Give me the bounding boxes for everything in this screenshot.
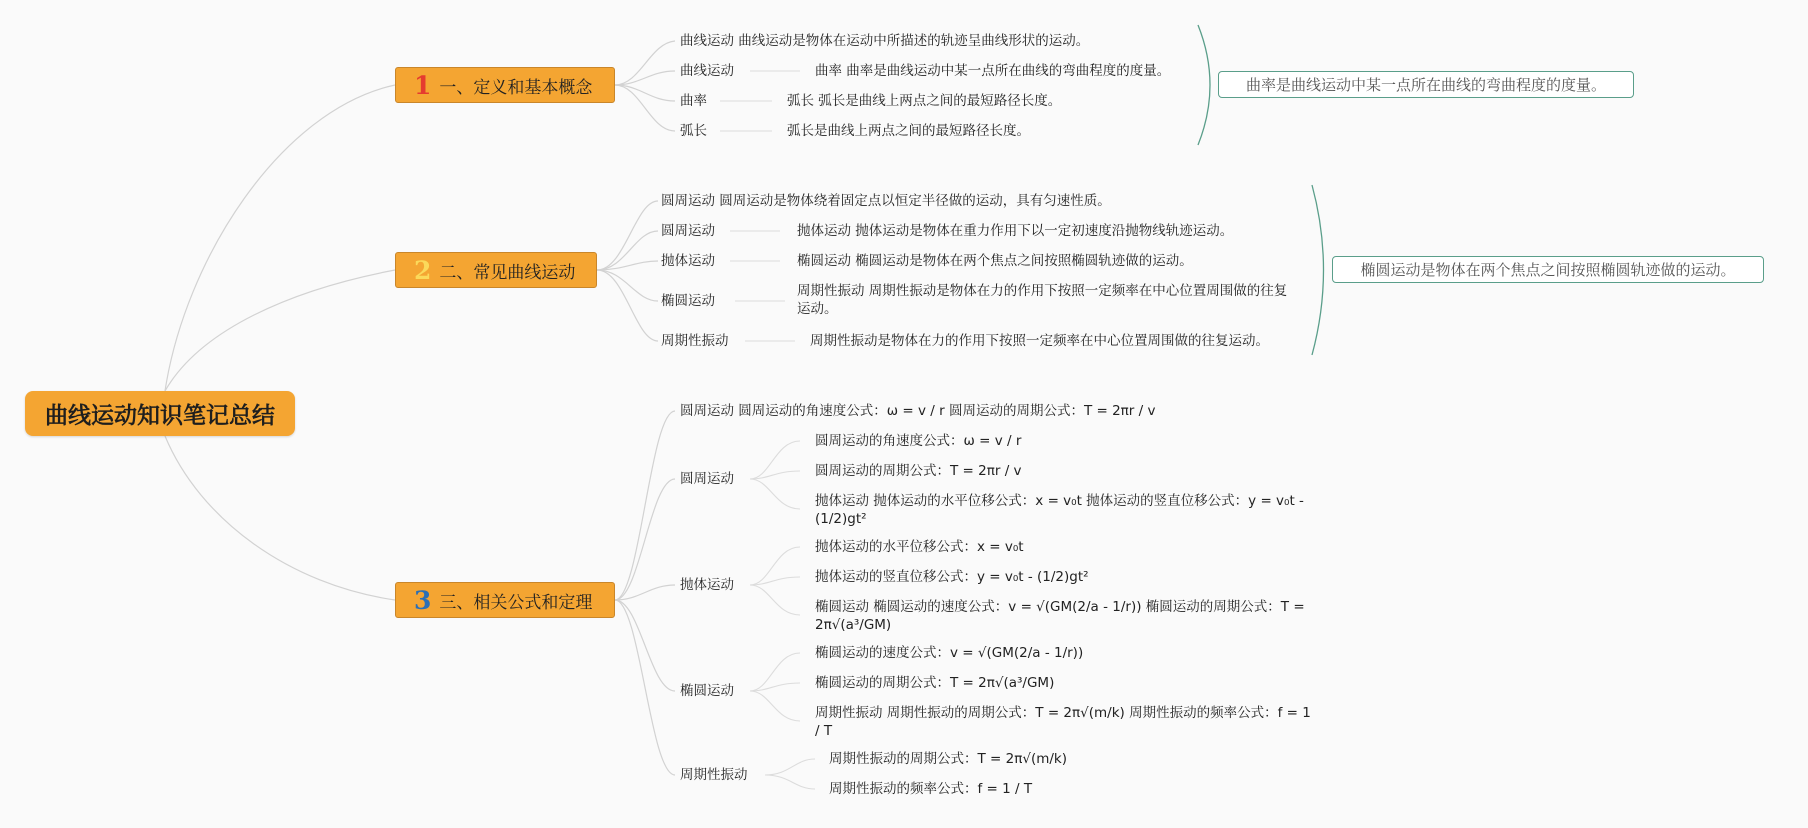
subtopic-item[interactable]: 抛体运动 抛体运动是物体在重力作用下以一定初速度沿抛物线轨迹运动。	[797, 223, 1234, 239]
formula-item[interactable]: 周期性振动的周期公式：T = 2π√(m/k)	[829, 751, 1068, 767]
summary-box[interactable]: 曲率是曲线运动中某一点所在曲线的弯曲程度的度量。	[1218, 71, 1634, 98]
topic-item[interactable]: 抛体运动	[661, 253, 715, 269]
formula-item[interactable]: 椭圆运动的周期公式：T = 2π√(a³/GM)	[815, 675, 1055, 691]
topic-item[interactable]: 圆周运动	[680, 471, 734, 487]
number-two-icon: 2	[414, 255, 432, 285]
topic-item[interactable]: 周期性振动	[661, 333, 729, 349]
formula-item[interactable]: 圆周运动的角速度公式：ω = v / r	[815, 433, 1022, 449]
summary-box[interactable]: 椭圆运动是物体在两个焦点之间按照椭圆轨迹做的运动。	[1332, 256, 1764, 283]
topic-item[interactable]: 曲线运动 曲线运动是物体在运动中所描述的轨迹呈曲线形状的运动。	[680, 33, 1090, 49]
branch-label: 一、定义和基本概念	[439, 77, 593, 98]
topic-item[interactable]: 椭圆运动	[661, 293, 715, 309]
root-topic[interactable]: 曲线运动知识笔记总结	[25, 391, 295, 436]
branch-formulas[interactable]	[395, 582, 615, 618]
topic-item[interactable]: 曲率	[680, 93, 707, 109]
formula-item[interactable]: 椭圆运动的速度公式：v = √(GM(2/a - 1/r))	[815, 645, 1084, 661]
subtopic-item[interactable]: 弧长是曲线上两点之间的最短路径长度。	[787, 123, 1030, 139]
formula-item[interactable]: 抛体运动的竖直位移公式：y = v₀t - (1/2)gt²	[815, 569, 1089, 585]
subtopic-item[interactable]: 弧长 弧长是曲线上两点之间的最短路径长度。	[787, 93, 1062, 109]
topic-item[interactable]: 圆周运动 圆周运动是物体绕着固定点以恒定半径做的运动，具有匀速性质。	[661, 193, 1111, 209]
topic-item[interactable]: 圆周运动	[661, 223, 715, 239]
branch-label: 二、常见曲线运动	[439, 262, 576, 283]
subtopic-item[interactable]: 曲率 曲率是曲线运动中某一点所在曲线的弯曲程度的度量。	[815, 63, 1171, 79]
branch-common-motions[interactable]	[395, 252, 597, 288]
topic-item[interactable]: 椭圆运动	[680, 683, 734, 699]
number-one-icon: 1	[414, 70, 432, 100]
formula-item[interactable]: 周期性振动 周期性振动的周期公式：T = 2π√(m/k) 周期性振动的频率公式：f = 1 / T	[815, 705, 1311, 739]
formula-item[interactable]: 周期性振动的频率公式：f = 1 / T	[829, 781, 1033, 797]
subtopic-item[interactable]: 椭圆运动 椭圆运动是物体在两个焦点之间按照椭圆轨迹做的运动。	[797, 253, 1193, 269]
subtopic-item[interactable]: 周期性振动是物体在力的作用下按照一定频率在中心位置周围做的往复运动。	[810, 333, 1269, 349]
topic-item[interactable]: 圆周运动 圆周运动的角速度公式：ω = v / r 圆周运动的周期公式：T = 2πr / v	[680, 403, 1156, 419]
formula-item[interactable]: 抛体运动 抛体运动的水平位移公式：x = v₀t 抛体运动的竖直位移公式：y = v₀t - (1/2)gt²	[815, 493, 1304, 527]
subtopic-item[interactable]: 周期性振动 周期性振动是物体在力的作用下按照一定频率在中心位置周围做的往复运动。	[797, 283, 1288, 317]
number-three-icon: 3	[414, 585, 432, 615]
topic-item[interactable]: 周期性振动	[680, 767, 748, 783]
topic-item[interactable]: 弧长	[680, 123, 707, 139]
formula-item[interactable]: 抛体运动的水平位移公式：x = v₀t	[815, 539, 1024, 555]
formula-item[interactable]: 椭圆运动 椭圆运动的速度公式：v = √(GM(2/a - 1/r)) 椭圆运动的周期公式：T = 2π√(a³/GM)	[815, 599, 1305, 633]
branch-definitions[interactable]	[395, 67, 615, 103]
topic-item[interactable]: 曲线运动	[680, 63, 734, 79]
topic-item[interactable]: 抛体运动	[680, 577, 734, 593]
branch-label: 三、相关公式和定理	[439, 592, 593, 613]
formula-item[interactable]: 圆周运动的周期公式：T = 2πr / v	[815, 463, 1022, 479]
